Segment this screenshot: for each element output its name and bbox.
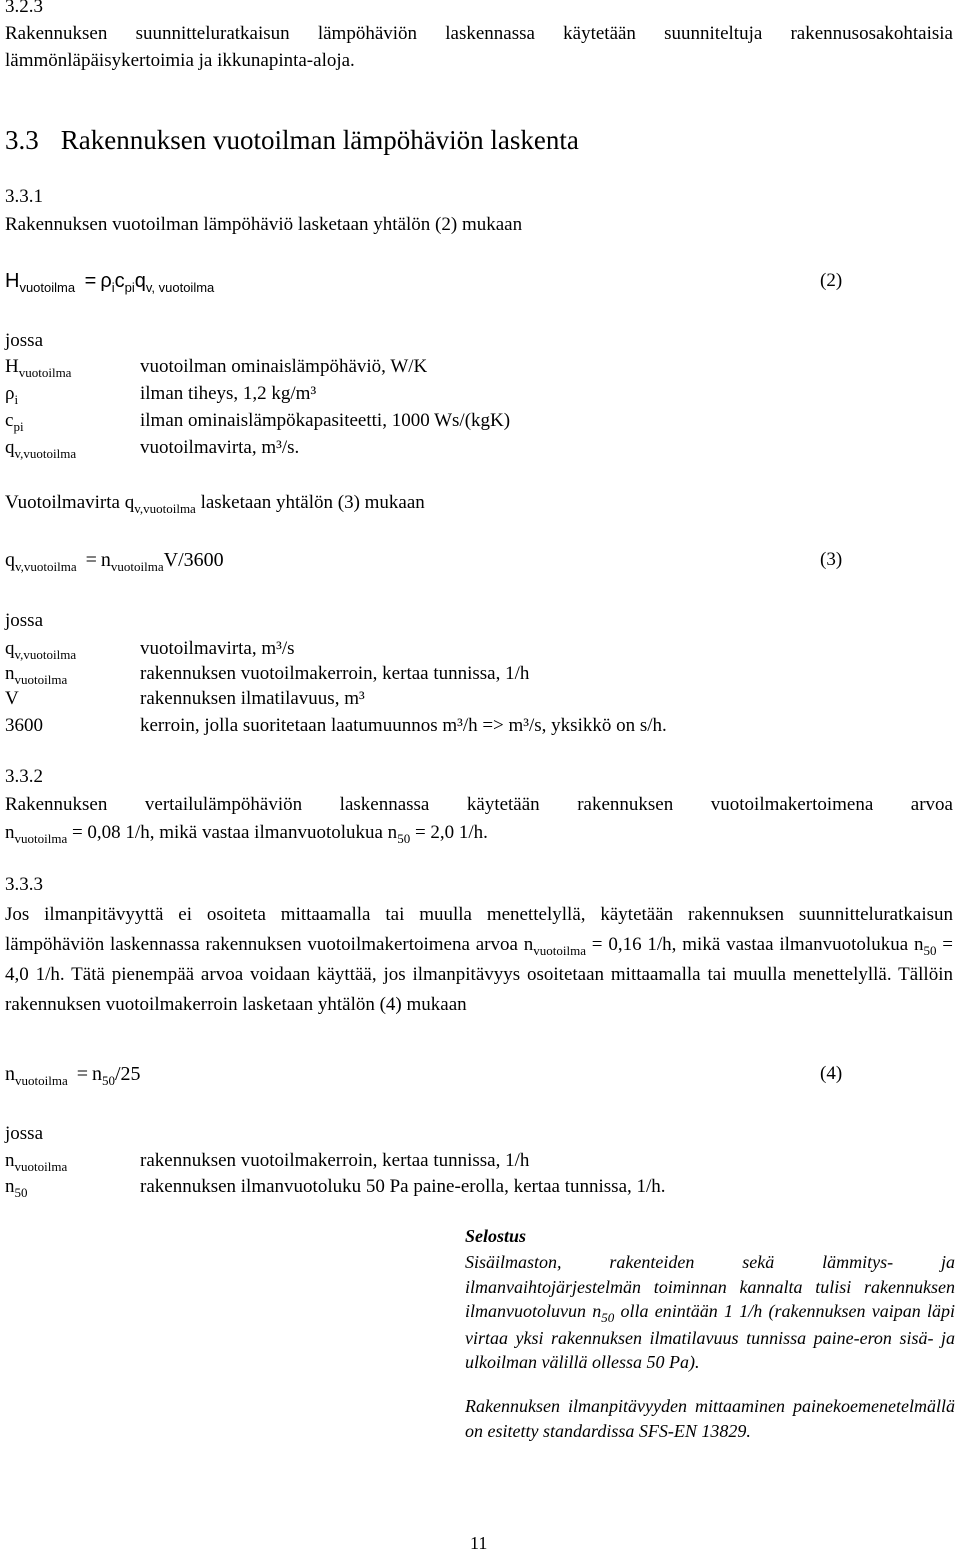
section-number-3-3-2: 3.3.2 <box>5 766 43 787</box>
selostus-title: Selostus <box>465 1226 527 1246</box>
intro2-b: lasketaan yhtälön (3) mukaan <box>195 492 425 513</box>
section-number-3-3-3: 3.3.3 <box>5 874 43 895</box>
equation-2 <box>5 270 214 293</box>
def-symbol <box>5 383 18 405</box>
eq3-q-sub: v,vuotoilma <box>15 559 77 574</box>
section-number-3-3: 3.3 <box>5 125 39 155</box>
eq2-lhs-sub: vuotoilma <box>19 280 76 295</box>
def-sym: c <box>5 410 14 431</box>
intro2-a: Vuotoilmavirta q <box>5 492 135 513</box>
section-number-3-2-3: 3.2.3 <box>5 0 43 17</box>
def-sym: q <box>5 638 15 659</box>
p-a: Jos ilmanpitävyyttä ei osoiteta mittaamalla tai muulla menettelyllä, käytetään rakennuksen suunnitteluratkaisun lämpöhäviön laskennassa rakennuksen vuotoilmakertoimena arvoa n <box>5 904 953 955</box>
selostus-paragraph-1 <box>465 1250 955 1375</box>
section-3-2-3-text: Rakennuksen suunnitteluratkaisun lämpöhäviön laskennassa käytetään suunniteltuja rakennusosakohtaisia lämmönläpäisykertoimia ja ikkunapinta-aloja. <box>5 23 953 71</box>
def-sym: n <box>5 1150 15 1171</box>
section-3-3-3-paragraph <box>5 900 953 1019</box>
eq4-equals: = <box>76 1063 88 1085</box>
def-description: rakennuksen ilmanvuotoluku 50 Pa paine-erolla, kertaa tunnissa, 1/h. <box>140 1176 666 1197</box>
def-sub: 50 <box>14 1185 28 1200</box>
intro2-sub: v,vuotoilma <box>134 501 196 516</box>
page-number: 11 <box>470 1533 488 1553</box>
def-symbol <box>5 715 43 737</box>
def-symbol <box>5 356 71 378</box>
t2-sub2: 50 <box>397 831 411 846</box>
def-symbol <box>5 638 76 660</box>
sel-p1-a: Sisäilmaston, rakenteiden sekä lämmitys- ja ilmanvaihtojärjestelmän toiminnan kannalta tulisi rakennuksen ilmanvuotoluvun n <box>465 1252 955 1321</box>
jossa-label-1: jossa <box>5 330 43 351</box>
eq3-n-sub: vuotoilma <box>110 559 164 574</box>
eq2-q: q <box>134 270 146 292</box>
eq2-c: c <box>114 270 125 292</box>
def-sym: V <box>5 688 19 709</box>
eq4-n2: n <box>92 1063 102 1085</box>
jossa-label-3: jossa <box>5 1123 43 1144</box>
eq4-n2-sub: 50 <box>102 1073 115 1088</box>
p-sub2: 50 <box>923 942 937 958</box>
def-symbol <box>5 663 67 685</box>
def-sym: H <box>5 356 19 377</box>
selostus-paragraph-2: Rakennuksen ilmanpitävyyden mittaaminen painekoemenetelmällä on esitetty standardissa SFS-EN 13829. <box>465 1396 955 1441</box>
def-description: vuotoilmavirta, m³/s <box>140 638 295 659</box>
def-symbol <box>5 1150 67 1172</box>
def-sym: n <box>5 1176 15 1197</box>
def-sym: ρ <box>5 383 15 404</box>
def-sub: v,vuotoilma <box>14 647 77 662</box>
sel-p1-b: olla enintään 1 1/h (rakennuksen vaipan läpi virtaa yksi rakennuksen ilmatilavuus tunnissa paine-eron sisä- ja ulkoilman välillä ollessa 50 Pa). <box>465 1301 956 1372</box>
intro-equation-3 <box>5 492 425 514</box>
def-description: vuotoilmavirta, m³/s. <box>140 437 300 458</box>
def-description: ilman tiheys, 1,2 kg/m³ <box>140 383 317 404</box>
def-description: rakennuksen ilmatilavuus, m³ <box>140 688 365 709</box>
p-b: = 0,16 1/h, mikä vastaa ilmanvuotolukua n <box>585 933 924 955</box>
section-title-3-3: Rakennuksen vuotoilman lämpöhäviön laskenta <box>60 125 579 155</box>
eq3-rest: V/3600 <box>163 549 224 571</box>
eq3-equals: = <box>85 549 97 571</box>
eq2-equals: = <box>84 270 97 292</box>
equation-2-number: (2) <box>820 270 843 291</box>
def-sym: 3600 <box>5 715 43 736</box>
def-description: vuotoilman ominaislämpöhäviö, W/K <box>140 356 428 377</box>
t2-sub: vuotoilma <box>14 831 68 846</box>
def-sub: i <box>14 392 19 407</box>
section-3-3-2-line2 <box>5 822 488 844</box>
t2-b: = 0,08 1/h, mikä vastaa ilmanvuotolukua n <box>67 822 398 843</box>
def-symbol <box>5 1176 28 1198</box>
section-3-3-2-line1: Rakennuksen vertailulämpöhäviön laskennassa käytetään rakennuksen vuotoilmakertoimena arvoa <box>5 794 953 815</box>
def-sub: v,vuotoilma <box>14 446 77 461</box>
def-symbol <box>5 437 76 459</box>
eq4-n-sub: vuotoilma <box>15 1073 68 1088</box>
equation-3 <box>5 549 224 572</box>
equation-3-number: (3) <box>820 549 843 570</box>
eq2-rho-sub: i <box>111 280 115 295</box>
jossa-label-2: jossa <box>5 610 43 631</box>
equation-4 <box>5 1063 141 1086</box>
def-sub: vuotoilma <box>14 672 68 687</box>
def-description: ilman ominaislämpökapasiteetti, 1000 Ws/(kgK) <box>140 410 511 431</box>
def-symbol <box>5 410 24 432</box>
def-description: rakennuksen vuotoilmakerroin, kertaa tunnissa, 1/h <box>140 663 530 684</box>
def-description: kerroin, jolla suoritetaan laatumuunnos m³/h => m³/s, yksikkö on s/h. <box>140 715 667 736</box>
p-c: = 4,0 1/h. Tätä pienempää arvoa voidaan käyttää, jos ilmanpitävyys osoitetaan mittaamalla tai muulla menettelyllä. Tällöin rakennuksen vuotoilmakerroin lasketaan yhtälön (4) mukaan <box>5 933 954 1015</box>
eq4-rest: /25 <box>115 1063 141 1085</box>
def-description: rakennuksen vuotoilmakerroin, kertaa tunnissa, 1/h <box>140 1150 530 1171</box>
def-sub: vuotoilma <box>14 1159 68 1174</box>
def-sub: vuotoilma <box>18 365 72 380</box>
p-sub1: vuotoilma <box>533 942 586 958</box>
eq3-q: q <box>5 549 15 571</box>
section-number-3-3-1: 3.3.1 <box>5 186 43 207</box>
eq2-c-sub: pi <box>124 280 135 295</box>
section-3-3-1-intro: Rakennuksen vuotoilman lämpöhäviö lasketaan yhtälön (2) mukaan <box>5 214 523 235</box>
sel-p1-sub: 50 <box>601 1310 615 1325</box>
t2-c: = 2,0 1/h. <box>410 822 488 843</box>
equation-4-number: (4) <box>820 1063 843 1084</box>
def-sym: q <box>5 437 15 458</box>
section-heading-3-3 <box>5 125 579 156</box>
eq3-n: n <box>100 549 111 571</box>
t2-a: n <box>5 822 15 843</box>
eq4-n: n <box>5 1063 15 1085</box>
def-sub: pi <box>13 419 24 434</box>
def-sym: n <box>5 663 15 684</box>
eq2-lhs: H <box>5 270 20 292</box>
def-symbol <box>5 688 19 710</box>
eq2-rho: ρ <box>100 270 112 292</box>
eq2-q-sub: v, vuotoilma <box>145 280 215 295</box>
